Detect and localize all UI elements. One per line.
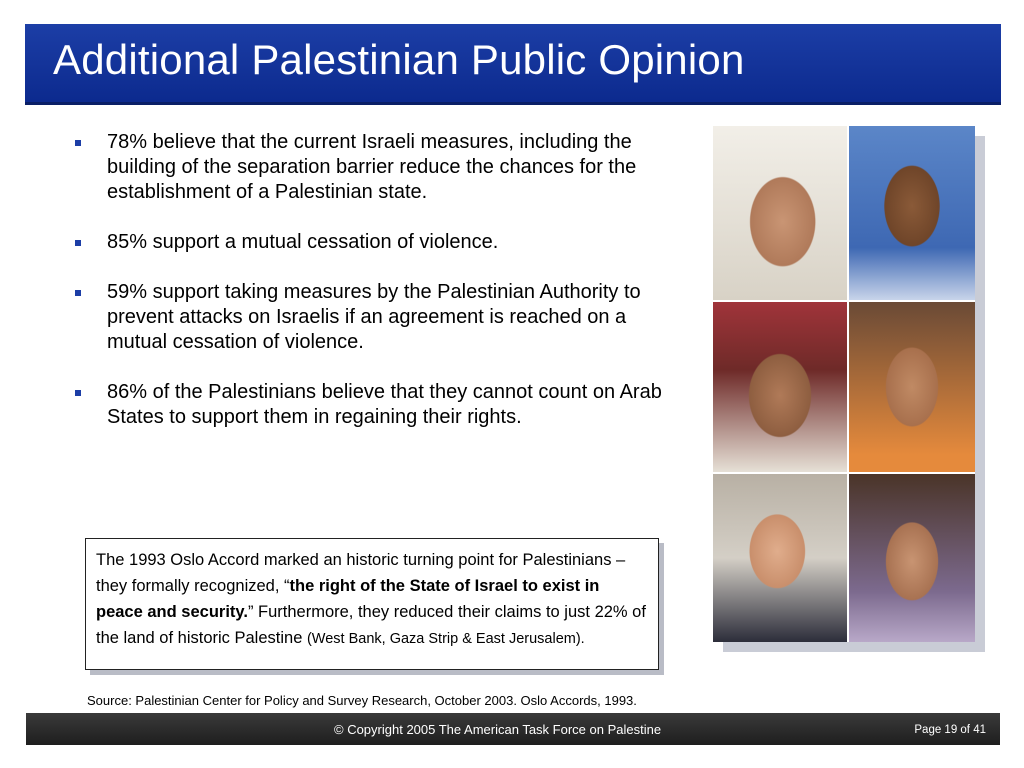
bullet-text: 85% support a mutual cessation of violence. bbox=[107, 231, 499, 253]
portrait-young-girl bbox=[849, 474, 975, 642]
callout-text-after: ” Furthermore, they reduced their claims to just 22% of the land of historic Palestine bbox=[96, 603, 646, 647]
footer-copyright: © Copyright 2005 The American Task Force on Palestine bbox=[334, 722, 662, 737]
square-bullet-icon bbox=[75, 240, 81, 246]
bullet-list bbox=[75, 130, 665, 430]
square-bullet-icon bbox=[75, 290, 81, 296]
portrait-collage bbox=[713, 126, 977, 642]
portrait-elderly-man-keffiyeh bbox=[713, 302, 847, 472]
bullet-item bbox=[75, 380, 665, 430]
slide-title: Additional Palestinian Public Opinion bbox=[53, 36, 745, 83]
portrait-smiling-girl bbox=[849, 302, 975, 472]
callout-text-bold: the right of the State of Israel to exist in peace and security. bbox=[96, 577, 600, 621]
bullet-item bbox=[75, 280, 665, 355]
photo-grid bbox=[713, 126, 975, 642]
portrait-smiling-boy bbox=[849, 126, 975, 300]
title-bar bbox=[25, 24, 1001, 102]
square-bullet-icon bbox=[75, 140, 81, 146]
portrait-man-suit bbox=[713, 474, 847, 642]
bullet-text: 59% support taking measures by the Palestinian Authority to prevent attacks on Israelis if an agreement is reached on a mutual cessation of violence. bbox=[107, 281, 641, 353]
portrait-woman-headscarf bbox=[713, 126, 847, 300]
bullet-item bbox=[75, 230, 665, 255]
callout-text-intro: The 1993 Oslo Accord marked an historic turning point for Palestinians – they formally recognized, “ bbox=[96, 551, 626, 595]
square-bullet-icon bbox=[75, 390, 81, 396]
callout-text-small: (West Bank, Gaza Strip & East Jerusalem). bbox=[306, 631, 585, 647]
footer-bar bbox=[26, 713, 1000, 745]
bullet-text: 78% believe that the current Israeli measures, including the building of the separation barrier reduce the chances for the establishment of a Palestinian state. bbox=[107, 131, 637, 203]
bullet-item bbox=[75, 130, 665, 205]
page-number: Page 19 of 41 bbox=[914, 724, 986, 736]
bullet-text: 86% of the Palestinians believe that they cannot count on Arab States to support them in regaining their rights. bbox=[107, 381, 662, 428]
oslo-accord-callout bbox=[85, 538, 659, 670]
source-citation: Source: Palestinian Center for Policy and Survey Research, October 2003. Oslo Accords, 1993. bbox=[87, 693, 637, 708]
